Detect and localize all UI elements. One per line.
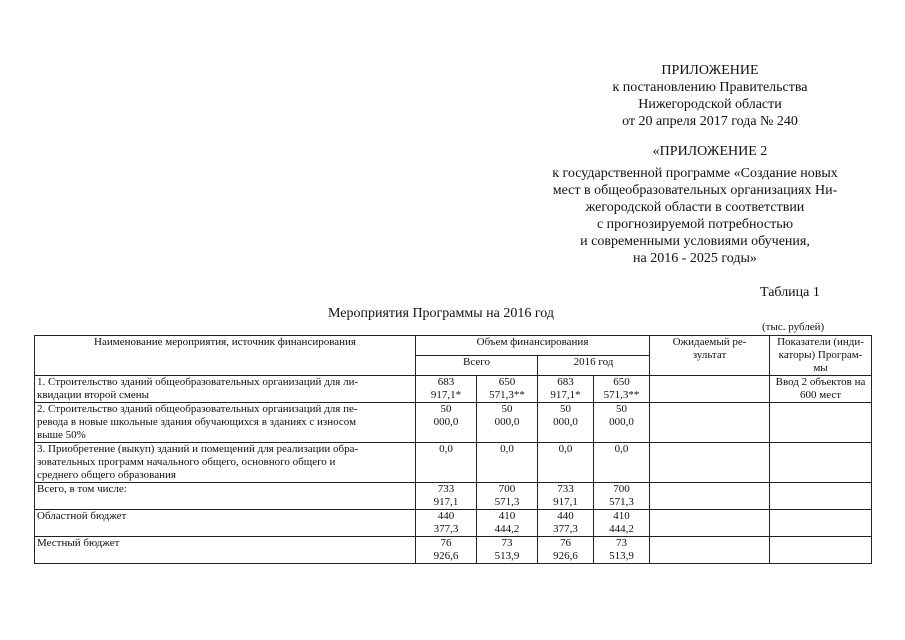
value-year-2-cell [594, 483, 650, 510]
cell-line [772, 403, 869, 416]
indicator-cell [770, 443, 872, 483]
programs-table [34, 335, 872, 564]
col-funding-header: Объем финансирования [416, 336, 650, 356]
value-year-1-cell [538, 403, 594, 443]
cell-line: 000,0 [433, 416, 459, 428]
indicator-cell [770, 376, 872, 403]
cell-line: 377,3 [553, 523, 578, 535]
table-row [35, 510, 872, 537]
value-total-2-cell [477, 376, 538, 403]
cell-line: 50 [560, 403, 571, 415]
program-line: к государственной программе «Создание новых [552, 166, 838, 181]
cell-line: 571,3 [494, 496, 520, 508]
result-cell [650, 537, 770, 564]
cell-line: 926,6 [433, 550, 459, 562]
program-line: на 2016 - 2025 годы» [633, 251, 757, 266]
cell-line: 410 [498, 510, 516, 522]
cell-line [652, 376, 767, 389]
value-total-1-cell [416, 403, 477, 443]
program-line: с прогнозируемой потребностью [596, 217, 794, 232]
row-name-cell [35, 483, 416, 510]
cell-line: 000,0 [553, 416, 578, 428]
row-name-cell [35, 376, 416, 403]
cell-line: 76 [440, 537, 452, 549]
table-row [35, 537, 872, 564]
table-title: Мероприятия Программы на 2016 год [328, 306, 554, 321]
value-total-2-cell [477, 537, 538, 564]
result-cell [650, 483, 770, 510]
cell-line: Областной бюджет [37, 510, 127, 522]
col-total-header: Всего [416, 356, 538, 376]
appendix-line: ПРИЛОЖЕНИЕ [661, 63, 759, 78]
program-line: мест в общеобразовательных организациях Ни- [552, 183, 838, 198]
cell-line: 3. Приобретение (выкуп) зданий и помещений для реализации обра- [37, 443, 359, 455]
value-total-2-cell [477, 443, 538, 483]
cell-line: 410 [613, 510, 630, 522]
value-total-1-cell [416, 443, 477, 483]
cell-line: Всего, в том числе: [37, 483, 127, 495]
program-line: и современными условиями обучения, [580, 234, 810, 249]
cell-line [772, 443, 869, 456]
cell-line [772, 483, 869, 496]
result-cell [650, 443, 770, 483]
cell-line: 700 [498, 483, 516, 495]
cell-line: 571,3** [489, 389, 525, 401]
cell-line: 650 [498, 376, 516, 388]
indicator-cell [770, 510, 872, 537]
cell-line: 50 [440, 403, 452, 415]
cell-line: зовательных программ начального общего, основного общего и [37, 456, 336, 468]
cell-line: 440 [557, 510, 574, 522]
col-indicators-line: Показатели (инди- [777, 336, 864, 348]
cell-line: 683 [557, 376, 574, 388]
cell-line: 0,0 [558, 443, 573, 455]
cell-line: Местный бюджет [37, 537, 120, 549]
appendix-line: от 20 апреля 2017 года № 240 [622, 114, 798, 129]
cell-line: 2. Строительство зданий общеобразовательных организаций для пе- [37, 403, 358, 415]
value-year-1-cell [538, 443, 594, 483]
cell-line: Ввод 2 объектов на [775, 376, 866, 388]
value-total-2-cell [477, 403, 538, 443]
appendix-line: к постановлению Правительства [612, 80, 808, 95]
col-result-line: зультат [692, 349, 727, 361]
cell-line: 0,0 [439, 443, 453, 455]
cell-line [652, 510, 767, 523]
cell-line: 600 мест [799, 389, 842, 401]
cell-line: 700 [613, 483, 630, 495]
cell-line: 73 [501, 537, 513, 549]
value-year-1-cell [538, 376, 594, 403]
table-body [35, 376, 872, 564]
col-indicators-header [770, 336, 872, 376]
cell-line: 926,6 [553, 550, 578, 562]
value-total-2-cell [477, 483, 538, 510]
cell-line [652, 483, 767, 496]
cell-line [652, 443, 767, 456]
cell-line [772, 537, 869, 550]
cell-line: 733 [437, 483, 455, 495]
indicator-cell [770, 403, 872, 443]
value-year-1-cell [538, 510, 594, 537]
value-total-2-cell [477, 510, 538, 537]
cell-line [652, 403, 767, 416]
appendix-line: Нижегородской области [638, 97, 782, 112]
value-total-1-cell [416, 376, 477, 403]
cell-line: 377,3 [433, 523, 459, 535]
cell-line: 444,2 [494, 523, 520, 535]
value-year-1-cell [538, 483, 594, 510]
cell-line: 571,3** [603, 389, 640, 401]
program-reference [530, 165, 860, 267]
row-name-cell [35, 537, 416, 564]
cell-line: 50 [501, 403, 513, 415]
table-row [35, 443, 872, 483]
appendix2-title: «ПРИЛОЖЕНИЕ 2 [652, 144, 768, 159]
value-year-2-cell [594, 537, 650, 564]
cell-line: 76 [560, 537, 571, 549]
value-total-1-cell [416, 510, 477, 537]
indicator-cell [770, 483, 872, 510]
row-name-cell [35, 403, 416, 443]
table-row [35, 376, 872, 403]
indicator-cell [770, 537, 872, 564]
cell-line: среднего общего образования [37, 469, 176, 481]
value-year-2-cell [594, 443, 650, 483]
cell-line: 917,1* [550, 389, 581, 401]
cell-line: 73 [616, 537, 627, 549]
cell-line: 0,0 [500, 443, 514, 455]
cell-line: выше 50% [37, 429, 86, 441]
cell-line: 917,1* [430, 389, 462, 401]
value-year-2-cell [594, 376, 650, 403]
cell-line: 513,9 [609, 550, 634, 562]
appendix-header [560, 62, 860, 130]
cell-line: 917,1 [553, 496, 578, 508]
cell-line: 513,9 [494, 550, 520, 562]
table-label: Таблица 1 [760, 285, 820, 300]
cell-line [772, 510, 869, 523]
cell-line: 000,0 [494, 416, 520, 428]
row-name-cell [35, 510, 416, 537]
cell-line: 917,1 [433, 496, 459, 508]
col-name-header: Наименование мероприятия, источник финансирования [35, 336, 416, 376]
cell-line [652, 537, 767, 550]
table-header-row [35, 336, 872, 356]
value-year-1-cell [538, 537, 594, 564]
value-total-1-cell [416, 537, 477, 564]
value-year-2-cell [594, 510, 650, 537]
cell-line: 440 [437, 510, 455, 522]
result-cell [650, 376, 770, 403]
cell-line: 000,0 [609, 416, 634, 428]
cell-line: 571,3 [609, 496, 634, 508]
table-row [35, 403, 872, 443]
col-result-header [650, 336, 770, 376]
result-cell [650, 403, 770, 443]
cell-line: 0,0 [614, 443, 629, 455]
units-note: (тыс. рублей) [762, 321, 825, 333]
value-year-2-cell [594, 403, 650, 443]
col-indicators-line: мы [813, 362, 828, 374]
cell-line: 683 [437, 376, 455, 388]
program-line: жегородской области в соответствии [585, 200, 805, 215]
cell-line: 444,2 [609, 523, 634, 535]
result-cell [650, 510, 770, 537]
cell-line: ревода в новые школьные здания обучающихся в зданиях с износом [37, 416, 357, 428]
table-row [35, 483, 872, 510]
cell-line: 650 [613, 376, 630, 388]
value-total-1-cell [416, 483, 477, 510]
col-year-header: 2016 год [538, 356, 650, 376]
cell-line: 1. Строительство зданий общеобразовательных организаций для ли- [37, 376, 359, 388]
col-result-line: Ожидаемый ре- [672, 336, 747, 348]
cell-line: 733 [557, 483, 574, 495]
col-indicators-line: каторы) Програм- [778, 349, 863, 361]
cell-line: 50 [616, 403, 627, 415]
cell-line: квидации второй смены [37, 389, 150, 401]
row-name-cell [35, 443, 416, 483]
